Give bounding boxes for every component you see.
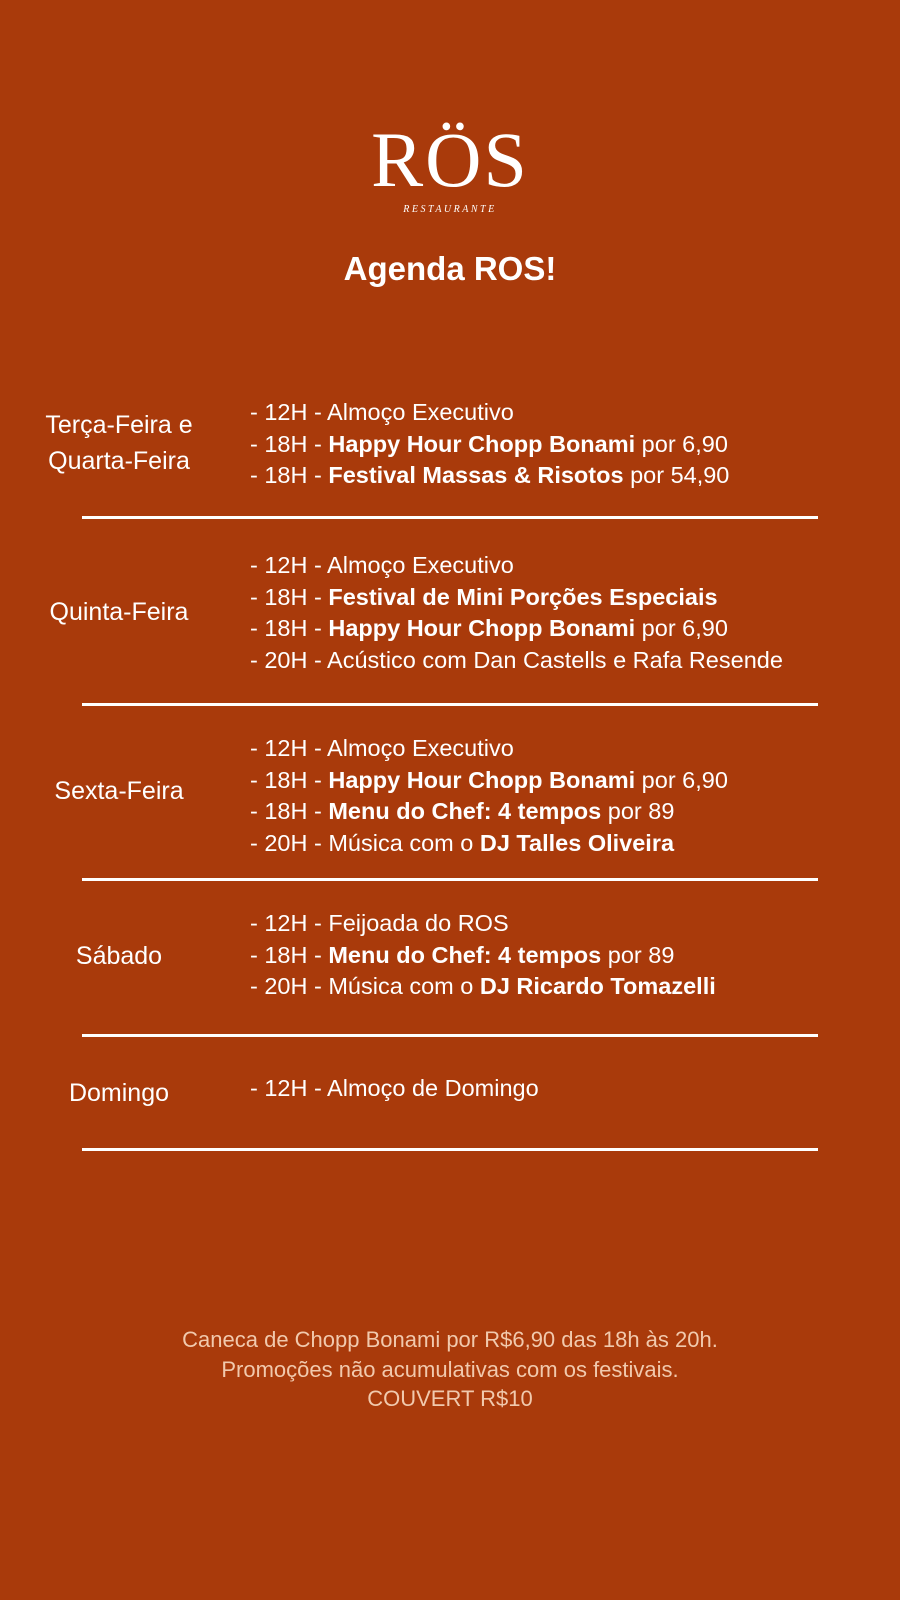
restaurant-logo	[0, 116, 900, 215]
event-text: - 12H - Almoço Executivo	[250, 552, 514, 578]
section-divider	[82, 878, 818, 881]
event-item	[250, 460, 729, 492]
event-item	[250, 908, 716, 940]
event-text: por 6,90	[635, 615, 728, 641]
event-text: - 18H -	[250, 462, 329, 488]
day-label	[22, 1075, 216, 1111]
event-text: - 18H -	[250, 430, 329, 457]
footer-notes	[0, 1325, 900, 1414]
day-label-line: Terça-Feira e	[45, 411, 193, 439]
event-highlight: Menu do Chef: 4 tempos	[328, 798, 602, 824]
event-text: por 89	[601, 798, 675, 824]
event-text: por 6,90	[635, 430, 728, 457]
event-text: - 12H - Almoço Executivo	[250, 735, 514, 761]
event-item	[250, 582, 783, 614]
event-text: - 18H -	[250, 798, 329, 824]
event-text: - 12H - Almoço de Domingo	[250, 1075, 539, 1101]
event-text: - 12H - Almoço Executivo	[250, 399, 514, 425]
event-highlight: DJ Talles Oliveira	[479, 829, 675, 856]
footer-line: Caneca de Chopp Bonami por R$6,90 das 18h às 20h.	[182, 1327, 718, 1352]
event-item	[250, 550, 783, 582]
footer-line: COUVERT R$10	[367, 1386, 533, 1411]
day-label-line: Domingo	[68, 1079, 170, 1107]
event-list	[250, 908, 716, 1003]
event-highlight: Happy Hour Chopp Bonami	[328, 766, 636, 793]
event-highlight: Menu do Chef: 4 tempos	[328, 941, 602, 968]
event-text: - 18H -	[250, 583, 329, 610]
event-list	[250, 550, 783, 676]
section-divider	[82, 703, 818, 706]
footer-line: Promoções não acumulativas com os festivais.	[221, 1356, 679, 1382]
section-divider	[82, 516, 818, 519]
event-list	[250, 397, 729, 492]
event-list	[250, 1073, 539, 1105]
event-highlight: Festival de Mini Porções Especiais	[328, 583, 718, 610]
event-text: - 20H - Música com o	[250, 829, 480, 856]
day-label	[22, 594, 216, 630]
event-text: por 6,90	[635, 766, 728, 793]
event-highlight: Festival Massas & Risotos	[328, 462, 624, 488]
day-label	[22, 407, 216, 479]
day-label-line: Quarta-Feira	[48, 447, 190, 475]
event-text: - 20H - Música com o	[250, 973, 480, 999]
event-text: - 18H -	[250, 941, 329, 968]
event-text: - 18H -	[250, 766, 329, 793]
section-divider	[82, 1148, 818, 1151]
event-list	[250, 733, 728, 859]
day-label	[22, 773, 216, 809]
event-item	[250, 645, 783, 677]
event-text: por 89	[601, 941, 675, 968]
page-title: Agenda ROS!	[343, 250, 557, 287]
event-text: por 54,90	[623, 462, 730, 488]
event-item	[250, 733, 728, 765]
event-item	[250, 940, 716, 972]
event-item	[250, 613, 783, 645]
event-text: - 20H - Acústico com Dan Castells e Rafa Resende	[250, 646, 783, 673]
event-item	[250, 971, 716, 1003]
event-item	[250, 1073, 539, 1105]
day-label	[22, 938, 216, 974]
day-label-line: Quinta-Feira	[49, 598, 189, 626]
event-item	[250, 828, 728, 860]
day-label-line: Sexta-Feira	[54, 777, 184, 805]
event-highlight: Happy Hour Chopp Bonami	[328, 615, 636, 641]
event-item	[250, 796, 728, 828]
section-divider	[82, 1034, 818, 1037]
event-item	[250, 397, 729, 429]
event-highlight: DJ Ricardo Tomazelli	[479, 973, 716, 999]
event-item	[250, 429, 729, 461]
day-label-line: Sábado	[75, 942, 163, 970]
logo-subtitle: RESTAURANTE	[403, 204, 497, 215]
event-text: - 12H - Feijoada do ROS	[250, 910, 509, 936]
event-text: - 18H -	[250, 615, 329, 641]
event-item	[250, 765, 728, 797]
event-highlight: Happy Hour Chopp Bonami	[328, 430, 636, 457]
logo-wordmark: RÖS	[371, 116, 529, 203]
